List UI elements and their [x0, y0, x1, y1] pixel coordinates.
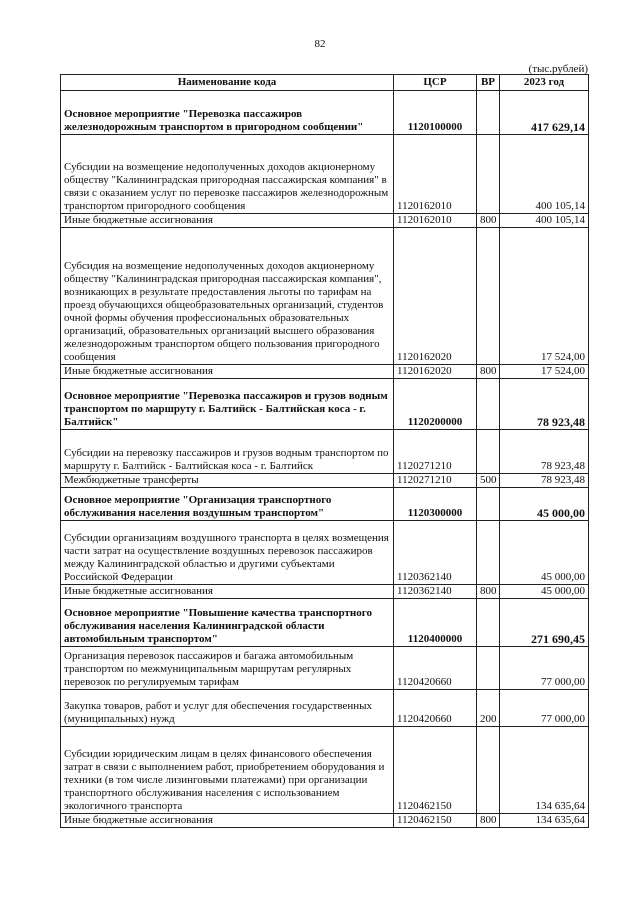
row-vr: 800: [477, 365, 500, 379]
row-name: Субсидии на перевозку пассажиров и грузов водным транспортом по маршруту г. Балтийск - Балтийская коса - г. Балтийск: [61, 430, 394, 474]
row-name: Основное мероприятие "Повышение качества транспортного обслуживания населения Калининградской области автомобильным транспортом": [61, 599, 394, 647]
row-vr: 800: [477, 214, 500, 228]
table-row: [61, 690, 589, 727]
units-label: (тыс.рублей): [528, 63, 588, 75]
row-vr: 200: [477, 690, 500, 727]
table-row: [61, 727, 589, 814]
budget-table: [60, 74, 589, 828]
row-sum: 78 923,48: [500, 474, 589, 488]
row-csr: 1120362140: [394, 585, 477, 599]
row-sum: 417 629,14: [500, 91, 589, 135]
table-row: [61, 647, 589, 690]
header-name: Наименование кода: [61, 75, 394, 91]
page-number: 82: [314, 38, 326, 50]
row-sum: 45 000,00: [500, 521, 589, 585]
row-name: Иные бюджетные ассигнования: [61, 585, 394, 599]
row-name: Организация перевозок пассажиров и багажа автомобильным транспортом по межмуниципальным маршрутам регулярных перевозок по регулируемым тарифам: [61, 647, 394, 690]
row-sum: 17 524,00: [500, 228, 589, 365]
table-row: [61, 135, 589, 214]
row-sum: 271 690,45: [500, 599, 589, 647]
row-csr: 1120462150: [394, 814, 477, 828]
row-vr: 800: [477, 585, 500, 599]
row-vr: [477, 599, 500, 647]
row-sum: 17 524,00: [500, 365, 589, 379]
row-name: Закупка товаров, работ и услуг для обеспечения государственных (муниципальных) нужд: [61, 690, 394, 727]
header-sum: 2023 год: [500, 75, 589, 91]
row-sum: 45 000,00: [500, 585, 589, 599]
row-csr: 1120100000: [394, 91, 477, 135]
row-sum: 77 000,00: [500, 647, 589, 690]
row-name: Субсидии на возмещение недополученных доходов акционерному обществу "Калининградская пригородная пассажирская компания" в связи с оказанием услуг по перевозке пассажиров железнодорожным транспортом пригородного сообщения: [61, 135, 394, 214]
row-csr: 1120300000: [394, 488, 477, 521]
row-sum: 78 923,48: [500, 430, 589, 474]
table-row-main: [61, 379, 589, 430]
row-csr: 1120162010: [394, 214, 477, 228]
table-row: [61, 228, 589, 365]
row-name: Основное мероприятие "Организация транспортного обслуживания населения воздушным транспортом": [61, 488, 394, 521]
row-vr: 800: [477, 814, 500, 828]
table-row: [61, 430, 589, 474]
table-row-main: [61, 488, 589, 521]
row-name: Субсидия на возмещение недополученных доходов акционерному обществу "Калининградская пригородная пассажирская компания", возникающих в результате предоставления льготы по тарифам на проезд обучающихся общеобразовательных организаций, студентов очной формы обучения профессиональных образовательных организаций, образовательных организаций высшего образования железнодорожным транспортом общего пользования пригородного сообщения: [61, 228, 394, 365]
table-row: [61, 585, 589, 599]
row-csr: 1120162020: [394, 228, 477, 365]
row-name: Межбюджетные трансферты: [61, 474, 394, 488]
header-vr: ВР: [477, 75, 500, 91]
row-sum: 45 000,00: [500, 488, 589, 521]
row-sum: 400 105,14: [500, 214, 589, 228]
row-csr: 1120271210: [394, 430, 477, 474]
row-csr: 1120420660: [394, 690, 477, 727]
row-vr: 500: [477, 474, 500, 488]
table-row-main: [61, 599, 589, 647]
row-csr: 1120271210: [394, 474, 477, 488]
row-vr: [477, 135, 500, 214]
row-sum: 134 635,64: [500, 727, 589, 814]
row-name: Основное мероприятие "Перевозка пассажиров и грузов водным транспортом по маршруту г. Балтийск - Балтийская коса - г. Балтийск": [61, 379, 394, 430]
row-csr: 1120162020: [394, 365, 477, 379]
row-vr: [477, 430, 500, 474]
table-row: [61, 365, 589, 379]
row-name: Основное мероприятие "Перевозка пассажиров железнодорожным транспортом в пригородном сообщении": [61, 91, 394, 135]
row-sum: 400 105,14: [500, 135, 589, 214]
row-csr: 1120162010: [394, 135, 477, 214]
row-vr: [477, 647, 500, 690]
row-vr: [477, 228, 500, 365]
row-vr: [477, 727, 500, 814]
row-csr: 1120362140: [394, 521, 477, 585]
table-row: [61, 214, 589, 228]
table-row: [61, 814, 589, 828]
row-sum: 78 923,48: [500, 379, 589, 430]
row-csr: 1120420660: [394, 647, 477, 690]
row-name: Иные бюджетные ассигнования: [61, 214, 394, 228]
row-vr: [477, 379, 500, 430]
table-row-main: [61, 91, 589, 135]
row-sum: 77 000,00: [500, 690, 589, 727]
row-name: Иные бюджетные ассигнования: [61, 365, 394, 379]
row-csr: 1120400000: [394, 599, 477, 647]
header-csr: ЦСР: [394, 75, 477, 91]
row-vr: [477, 488, 500, 521]
row-csr: 1120462150: [394, 727, 477, 814]
row-name: Субсидии юридическим лицам в целях финансового обеспечения затрат в связи с выполнением работ, приобретением оборудования и техники (в том числе лизинговыми платежами) при организации транспортного обслуживания населения с использованием экологичного транспорта: [61, 727, 394, 814]
row-vr: [477, 521, 500, 585]
table-header-row: [61, 75, 589, 91]
row-name: Субсидии организациям воздушного транспорта в целях возмещения части затрат на осуществление воздушных перевозок пассажиров между Калининградской областью и другими субъектами Российской Федерации: [61, 521, 394, 585]
row-name: Иные бюджетные ассигнования: [61, 814, 394, 828]
row-sum: 134 635,64: [500, 814, 589, 828]
row-csr: 1120200000: [394, 379, 477, 430]
row-vr: [477, 91, 500, 135]
table-row: [61, 474, 589, 488]
table-row: [61, 521, 589, 585]
